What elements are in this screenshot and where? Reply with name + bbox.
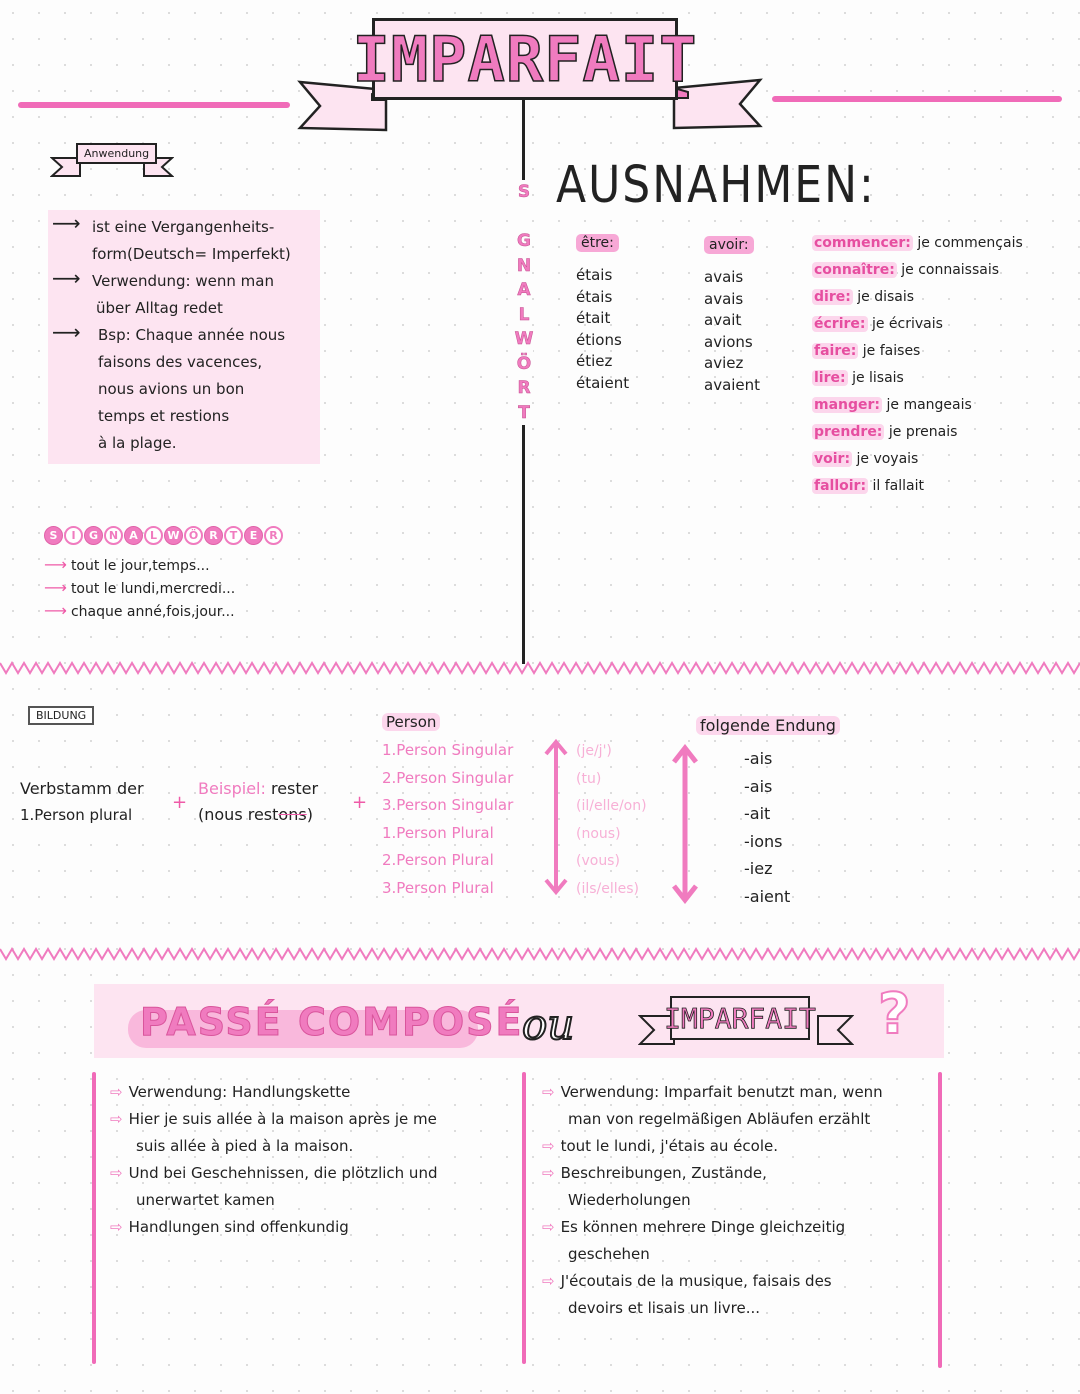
zigzag-divider [0, 660, 1080, 676]
list-item-continued: Wiederholungen [568, 1191, 691, 1209]
pronoun: (tu) [576, 770, 602, 787]
arrow-icon: ⟶ [44, 601, 67, 620]
arrow-icon: ⇨ [110, 1164, 123, 1182]
conjugation: étaient [576, 373, 630, 392]
exception-row: prendre: je prenais [814, 424, 958, 440]
ending: -ions [744, 831, 783, 851]
passe-compose-title: PASSÉ COMPOSÉ [140, 1000, 524, 1044]
person-header: Person [382, 713, 440, 731]
exception-row: commencer: je commençais [814, 235, 1023, 251]
anwendung-line: ist eine Vergangenheits- [92, 218, 275, 236]
right-column-bar [938, 1072, 942, 1368]
arrow-icon: ⇨ [542, 1164, 555, 1182]
conjugation: étions [576, 330, 622, 349]
vertical-letter: S [518, 180, 530, 205]
list-item-continued: unerwartet kamen [136, 1191, 275, 1209]
endung-header: folgende Endung [696, 716, 840, 735]
anwendung-arrow-3: ⟶ [52, 320, 81, 344]
signalwoerter-list [44, 554, 235, 623]
double-arrow-icon [542, 738, 570, 898]
list-item: ⟶ chaque anné,fois,jour... [44, 601, 235, 620]
exception-row: faire: je faises [814, 343, 921, 359]
list-item-continued: geschehen [568, 1245, 650, 1263]
person-row: 1.Person Plural [382, 823, 494, 842]
ending: -ait [744, 804, 771, 823]
ending: -aient [744, 886, 791, 906]
person-row: 3.Person Plural [382, 878, 494, 897]
heading-letter: N [104, 526, 123, 545]
verbstamm-line: 1.Person plural [20, 806, 133, 824]
heading-letter: I [64, 526, 83, 545]
anwendung-line: temps et restions [98, 407, 230, 425]
conjugation: avaient [704, 375, 761, 394]
exception-row: manger: je mangeais [814, 397, 972, 413]
anwendung-line: nous avions un bon [98, 380, 245, 398]
verbstamm-line: Verbstamm der [20, 779, 144, 798]
top-divider-right [772, 96, 1062, 102]
person-row: 3.Person Singular [382, 796, 514, 814]
question-mark: ? [878, 982, 911, 1047]
person-row: 2.Person Singular [382, 768, 514, 787]
top-divider-left [18, 102, 290, 108]
avoir-column [704, 234, 760, 396]
pronoun: (vous) [576, 853, 620, 869]
vertical-letter: G [517, 229, 531, 254]
heading-letter: R [264, 526, 283, 545]
heading-letter: S [44, 526, 63, 545]
vertical-letter: Ö [517, 352, 531, 377]
list-item-continued: devoirs et lisais un livre... [568, 1299, 761, 1317]
vertical-letter: A [517, 278, 530, 303]
beispiel-line: (nous restons) [198, 805, 313, 824]
other-exceptions [812, 230, 1023, 500]
zigzag-divider [0, 946, 1080, 962]
middle-column-bar [522, 1072, 526, 1364]
conjugation: avais [704, 268, 744, 286]
anwendung-arrow-2: ⟶ [52, 266, 81, 290]
pronoun: (je/j') [576, 743, 612, 759]
list-item: ⇨ Und bei Geschehnissen, die plötzlich und [110, 1164, 438, 1182]
list-item: ⟶ tout le jour,temps... [44, 555, 210, 574]
anwendung-arrow-1: ⟶ [52, 211, 81, 235]
list-item: ⇨ Verwendung: Handlungskette [110, 1083, 351, 1101]
vertical-letter: T [518, 401, 530, 426]
imparfait-notes [542, 1079, 883, 1322]
anwendung-text [92, 214, 291, 457]
arrow-icon: ⟶ [44, 555, 67, 574]
conjugation: étais [576, 287, 613, 306]
anwendung-line: faisons des vacences, [98, 353, 263, 371]
arrow-icon: ⇨ [542, 1083, 555, 1101]
pronoun: (nous) [576, 825, 621, 842]
anwendung-line: über Alltag redet [96, 299, 223, 317]
heading-letter: A [124, 526, 143, 545]
list-item: ⇨ Hier je suis allée à la maison après je me [110, 1110, 437, 1128]
verbstamm [20, 776, 144, 828]
pronoun: (ils/elles) [576, 880, 640, 897]
arrow-icon: ⇨ [542, 1137, 555, 1155]
exception-row: écrire: je écrivais [814, 316, 943, 332]
ending: -ais [744, 749, 773, 768]
person-row: 1.Person Singular [382, 741, 514, 759]
list-item-continued: suis allée à pied à la maison. [136, 1137, 354, 1155]
list-item: ⇨ Verwendung: Imparfait benutzt man, wenn [542, 1083, 883, 1101]
heading-letter: G [84, 526, 103, 545]
person-row: 2.Person Plural [382, 851, 494, 869]
anwendung-line: à la plage. [98, 434, 177, 452]
vertical-signalwoerter [514, 180, 534, 425]
etre-column [576, 232, 629, 394]
exception-row: connaître: je connaissais [814, 262, 1000, 278]
plus-sign: + [352, 792, 368, 813]
list-item-continued: man von regelmäßigen Abläufen erzählt [568, 1110, 871, 1128]
signalwoerter-heading [44, 526, 283, 545]
heading-letter: R [204, 526, 223, 545]
arrow-icon: ⇨ [542, 1218, 555, 1236]
vertical-letter: L [519, 303, 530, 328]
heading-letter: W [164, 526, 183, 545]
pronoun: (il/elle/on) [576, 798, 647, 814]
arrow-icon: ⇨ [110, 1110, 123, 1128]
list-item: ⇨ Handlungen sind offenkundig [110, 1218, 349, 1236]
conjugation: avions [704, 332, 753, 351]
beispiel [198, 776, 318, 828]
list-item: ⟶ tout le lundi,mercredi... [44, 578, 236, 597]
passe-compose-notes [110, 1079, 437, 1241]
conjugation: avais [704, 289, 744, 308]
heading-letter: Ö [184, 526, 203, 545]
ausnahmen-title: AUSNAHMEN: [556, 156, 876, 215]
double-arrow-icon [670, 744, 700, 904]
ou-word: ou [522, 1000, 575, 1049]
heading-letter: E [244, 526, 263, 545]
anwendung-line: Bsp: Chaque année nous [98, 326, 286, 344]
ending: -iez [744, 859, 773, 878]
vertical-letter: N [517, 254, 531, 279]
list-item: ⇨ Es können mehrere Dinge gleichzeitig [542, 1218, 846, 1236]
imparfait-label-box [664, 996, 816, 1040]
imparfait-label: IMPARFAIT [664, 1001, 816, 1035]
etre-header: être: [576, 234, 619, 252]
exception-row: falloir: il fallait [814, 478, 924, 494]
ending: -ais [744, 776, 773, 796]
bildung-tag: BILDUNG [28, 706, 94, 725]
arrow-icon: ⟶ [44, 578, 67, 597]
arrow-icon: ⇨ [542, 1272, 555, 1290]
conjugation: avait [704, 311, 742, 329]
arrow-icon: ⇨ [110, 1218, 123, 1236]
plus-sign: + [172, 792, 188, 813]
conjugation: étais [576, 266, 613, 284]
exception-row: voir: je voyais [814, 451, 919, 467]
vertical-letter: R [517, 376, 530, 401]
heading-letter: T [224, 526, 243, 545]
left-column-bar [92, 1072, 96, 1364]
person-column [382, 712, 513, 902]
conjugation: était [576, 309, 611, 327]
title-box [352, 18, 698, 100]
heading-letter: L [144, 526, 163, 545]
page-title: IMPARFAIT [352, 22, 698, 96]
endung-column [744, 745, 790, 910]
conjugation: étiez [576, 352, 613, 370]
avoir-header: avoir: [704, 236, 754, 254]
list-item: ⇨ tout le lundi, j'étais au école. [542, 1137, 778, 1155]
exception-row: lire: je lisais [814, 370, 904, 386]
arrow-icon: ⇨ [110, 1083, 123, 1101]
anwendung-tag: Anwendung [76, 143, 157, 164]
beispiel-line: Beispiel: rester [198, 779, 319, 798]
list-item: ⇨ J'écoutais de la musique, faisais des [542, 1272, 832, 1290]
conjugation: aviez [704, 354, 744, 372]
vertical-letter: W [515, 327, 534, 352]
pronoun-column [576, 738, 647, 903]
anwendung-line: form(Deutsch= Imperfekt) [92, 245, 291, 263]
anwendung-line: Verwendung: wenn man [92, 272, 274, 290]
exception-row: dire: je disais [814, 289, 915, 305]
list-item: ⇨ Beschreibungen, Zustände, [542, 1164, 767, 1182]
vertical-letter: I [521, 205, 527, 230]
